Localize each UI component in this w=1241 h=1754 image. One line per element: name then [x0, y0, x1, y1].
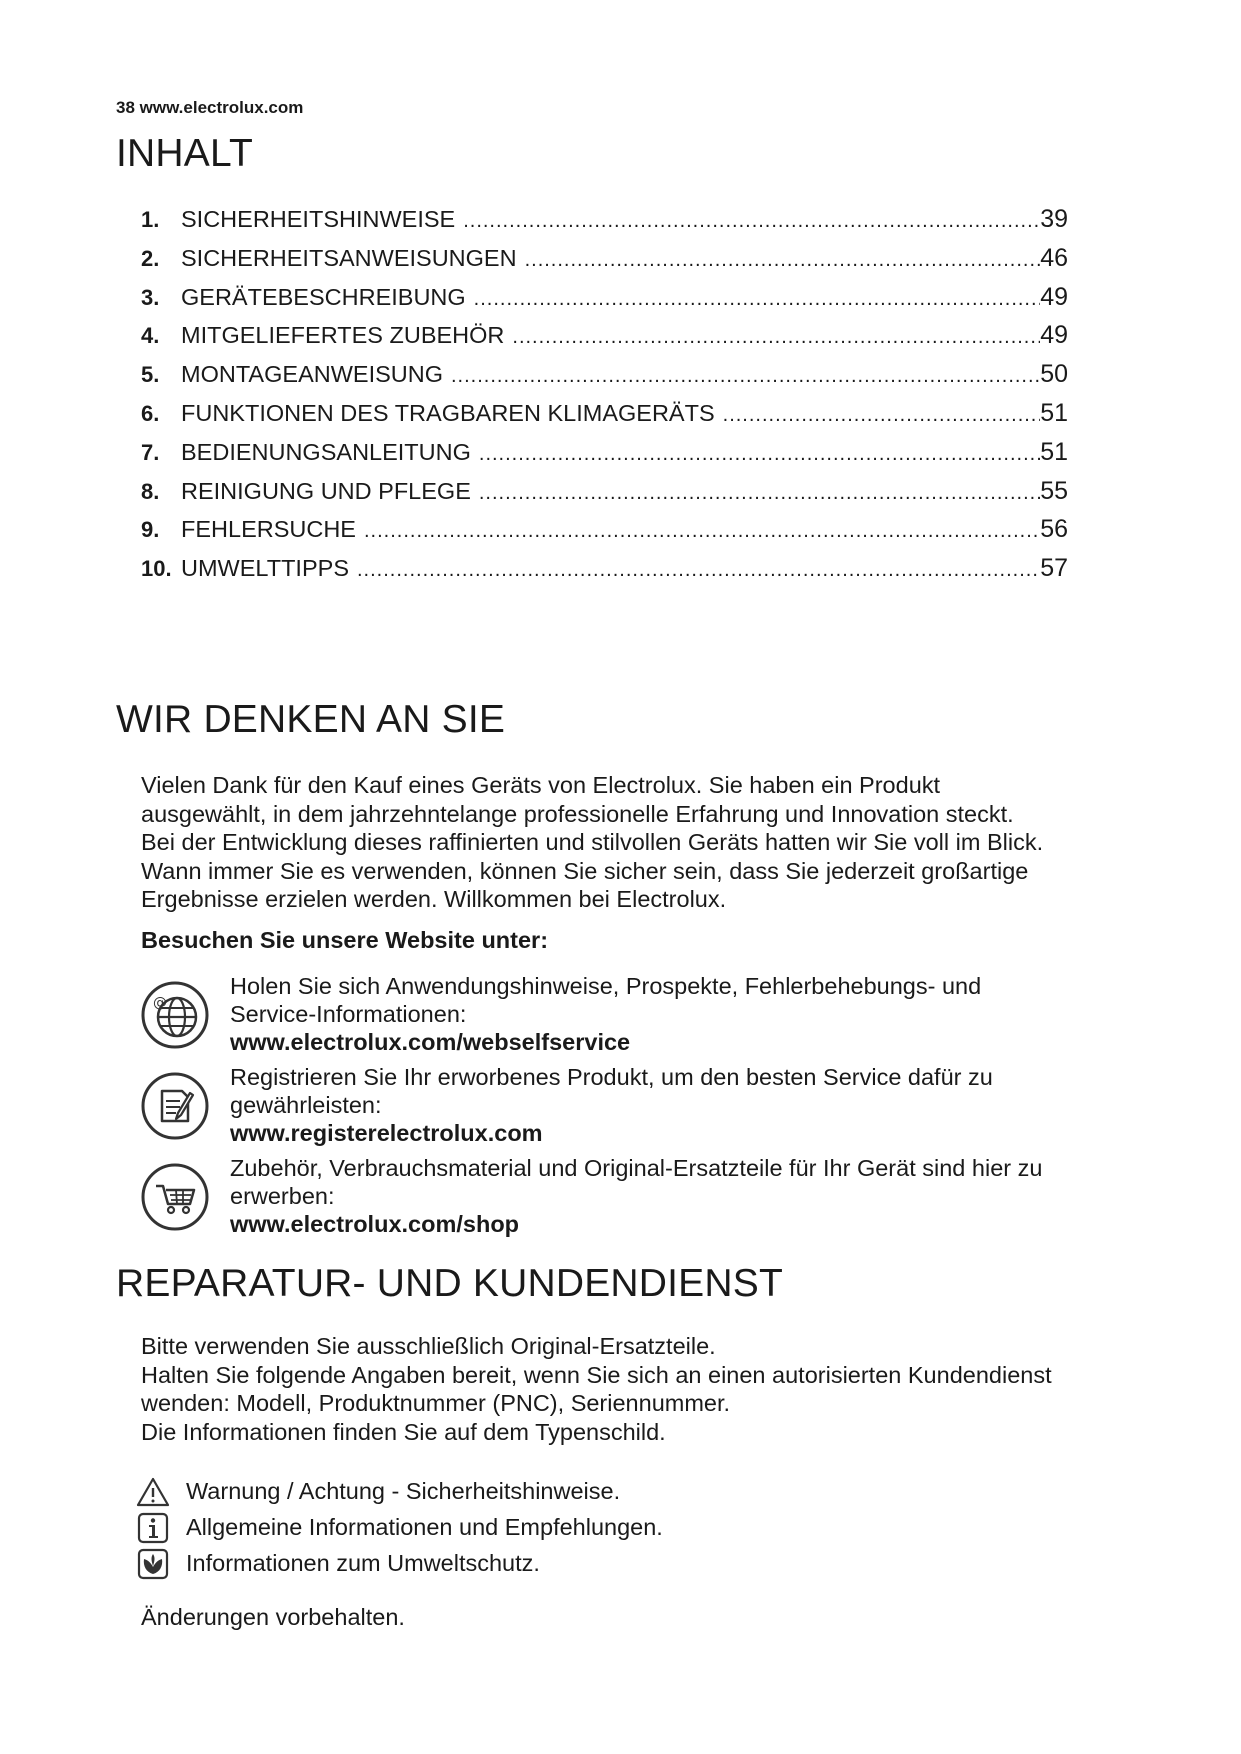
toc-row[interactable] — [141, 438, 1068, 477]
toc-title: BEDIENUNGSANLEITUNG — [181, 438, 471, 465]
toc-row[interactable] — [141, 554, 1068, 593]
toc-number: 9. — [141, 517, 160, 543]
toc-page: 57 — [1040, 554, 1068, 583]
page-header: 38 www.electrolux.com — [116, 98, 304, 117]
register-link[interactable]: www.registerelectrolux.com — [230, 1120, 543, 1146]
link-description: Service-Informationen: — [230, 1001, 467, 1027]
contents-title: INHALT — [116, 132, 253, 175]
legend-info — [136, 1512, 1036, 1544]
toc-page: 51 — [1040, 437, 1068, 466]
service-paragraph — [141, 1332, 1141, 1446]
link-description: erwerben: — [230, 1183, 335, 1209]
intro-line: Bei der Entwicklung dieses raffinierten und stilvollen Geräts hatten wir Sie voll im Blick. — [141, 829, 1044, 855]
toc-title: MONTAGEANWEISUNG — [181, 361, 443, 388]
visit-label: Besuchen Sie unsere Website unter: — [141, 927, 549, 953]
toc-number: 4. — [141, 323, 160, 349]
legend-warning — [136, 1476, 1036, 1508]
intro-line: ausgewählt, in dem jahrzehntelange professionelle Erfahrung und Innovation steckt. — [141, 800, 1014, 827]
shop-link[interactable]: www.electrolux.com/shop — [230, 1211, 520, 1237]
link-description: Holen Sie sich Anwendungshinweise, Prospekte, Fehlerbehebungs- und — [230, 973, 982, 999]
toc-page: 49 — [1040, 282, 1068, 311]
intro-line: Wann immer Sie es verwenden, können Sie sicher sein, dass Sie jederzeit großartige — [141, 857, 1029, 884]
globe-icon — [140, 980, 210, 1050]
intro-line: Vielen Dank für den Kauf eines Geräts von Electrolux. Sie haben ein Produkt — [141, 772, 941, 798]
shopping-cart-icon — [140, 1162, 210, 1232]
toc-row[interactable] — [141, 360, 1068, 399]
toc-leader — [723, 404, 1041, 427]
toc-page: 55 — [1040, 476, 1068, 505]
toc-leader — [463, 210, 1040, 233]
footer-note: Änderungen vorbehalten. — [141, 1604, 405, 1630]
toc-number: 2. — [141, 245, 160, 271]
toc-title: REINIGUNG UND PFLEGE — [181, 477, 471, 504]
table-of-contents — [141, 205, 1068, 593]
toc-page: 39 — [1040, 205, 1068, 233]
toc-title: FUNKTIONEN DES TRAGBAREN KLIMAGERÄTS — [181, 399, 715, 426]
register-icon — [140, 1071, 210, 1141]
info-icon — [136, 1512, 170, 1544]
toc-number: 8. — [141, 478, 160, 504]
toc-page: 49 — [1040, 321, 1068, 350]
toc-title: FEHLERSUCHE — [181, 516, 356, 543]
toc-title: UMWELTTIPPS — [181, 555, 349, 582]
legend-text: Informationen zum Umweltschutz. — [186, 1550, 540, 1576]
toc-title: SICHERHEITSHINWEISE — [181, 206, 456, 232]
toc-leader — [357, 559, 1040, 582]
toc-page: 56 — [1040, 515, 1068, 544]
intro-paragraph — [141, 771, 1141, 914]
toc-leader — [364, 520, 1040, 543]
service-title: REPARATUR- UND KUNDENDIENST — [116, 1262, 783, 1305]
toc-leader — [512, 326, 1040, 349]
toc-title: MITGELIEFERTES ZUBEHÖR — [181, 322, 505, 349]
toc-row[interactable] — [141, 244, 1068, 283]
toc-number: 5. — [141, 362, 160, 388]
link-description: Registrieren Sie Ihr erworbenes Produkt, um den besten Service dafür zu — [230, 1064, 993, 1090]
toc-row[interactable] — [141, 399, 1068, 438]
toc-title: GERÄTEBESCHREIBUNG — [181, 283, 466, 310]
environment-icon — [136, 1548, 170, 1580]
toc-leader — [474, 288, 1041, 311]
legend-text: Warnung / Achtung - Sicherheitshinweise. — [186, 1478, 621, 1504]
toc-row[interactable] — [141, 205, 1068, 244]
link-description: Zubehör, Verbrauchsmaterial und Original-Ersatzteile für Ihr Gerät sind hier zu — [230, 1155, 1043, 1181]
service-line: Halten Sie folgende Angaben bereit, wenn Sie sich an einen autorisierten Kundendienst — [141, 1361, 1052, 1388]
toc-number: 3. — [141, 284, 160, 310]
toc-number: 6. — [141, 400, 160, 426]
toc-page: 51 — [1040, 398, 1068, 427]
link-description: gewährleisten: — [230, 1092, 382, 1118]
toc-number: 1. — [141, 207, 160, 232]
legend-environment — [136, 1548, 1036, 1580]
service-line: wenden: Modell, Produktnummer (PNC), Seriennummer. — [141, 1390, 731, 1416]
intro-line: Ergebnisse erzielen werden. Willkommen bei Electrolux. — [141, 886, 727, 912]
toc-row[interactable] — [141, 515, 1068, 554]
toc-page: 46 — [1040, 243, 1068, 272]
toc-row[interactable] — [141, 477, 1068, 516]
link-text — [230, 1063, 1130, 1147]
toc-leader — [451, 365, 1040, 388]
warning-icon — [136, 1476, 170, 1508]
toc-row[interactable] — [141, 283, 1068, 322]
intro-title: WIR DENKEN AN SIE — [116, 698, 506, 741]
toc-row[interactable] — [141, 321, 1068, 360]
toc-page: 50 — [1040, 360, 1068, 389]
link-text — [230, 972, 1130, 1056]
toc-leader — [479, 443, 1040, 466]
legend-text: Allgemeine Informationen und Empfehlungen. — [186, 1514, 663, 1540]
toc-number: 7. — [141, 439, 160, 465]
toc-leader — [479, 482, 1040, 505]
link-text — [230, 1154, 1130, 1238]
webselfservice-link[interactable]: www.electrolux.com/webselfservice — [230, 1029, 631, 1055]
service-line: Bitte verwenden Sie ausschließlich Original-Ersatzteile. — [141, 1333, 716, 1359]
toc-number: 10. — [141, 556, 172, 582]
toc-leader — [525, 249, 1041, 272]
toc-title: SICHERHEITSANWEISUNGEN — [181, 244, 517, 271]
service-line: Die Informationen finden Sie auf dem Typenschild. — [141, 1418, 666, 1445]
svg-text:@: @ — [153, 995, 167, 1011]
